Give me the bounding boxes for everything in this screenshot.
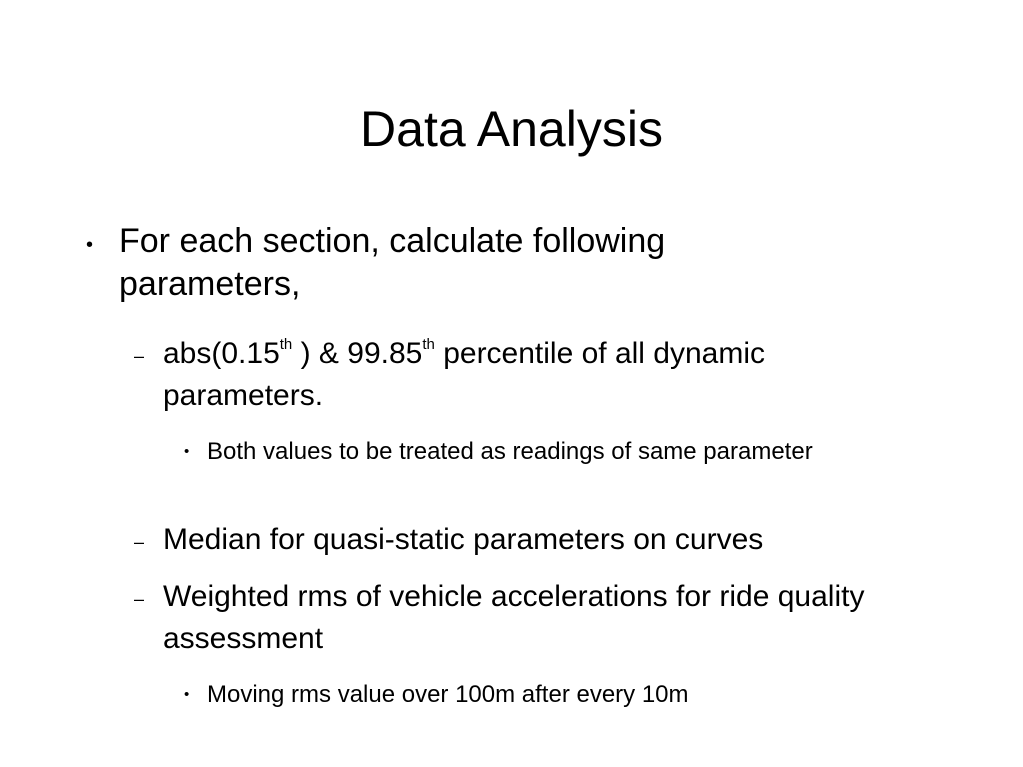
- bullet-item-2: [134, 333, 923, 417]
- bullet-marker-dash: –: [134, 346, 145, 366]
- bullet-marker-dot: •: [184, 686, 190, 703]
- text-segment: percentile of all dynamic parameters.: [163, 337, 766, 412]
- bullet-text: [163, 333, 923, 417]
- text-segment: ) & 99.85: [292, 337, 423, 370]
- bullet-marker-dot: •: [184, 443, 190, 460]
- bullet-marker-dash: –: [134, 589, 145, 609]
- bullet-item-4: [134, 519, 953, 561]
- bullet-item-3: [184, 433, 867, 470]
- bullet-marker-dash: –: [134, 532, 145, 552]
- bullet-item-5: [134, 576, 923, 660]
- superscript: th: [422, 336, 435, 353]
- bullet-text: Both values to be treated as readings of same parameter: [207, 438, 813, 465]
- bullet-text: Moving rms value over 100m after every 10m: [207, 681, 689, 708]
- bullet-marker-dot: •: [86, 234, 94, 256]
- bullet-item-1: [86, 220, 839, 306]
- bullet-text: Weighted rms of vehicle accelerations for ride quality assessment: [163, 580, 865, 655]
- slide-title: Data Analysis: [360, 101, 663, 157]
- bullet-text: For each section, calculate following parameters,: [119, 222, 666, 303]
- text-segment: abs(0.15: [163, 337, 280, 370]
- superscript: th: [279, 336, 293, 353]
- bullet-text: Median for quasi-static parameters on curves: [163, 523, 764, 556]
- bullet-item-6: [184, 676, 907, 713]
